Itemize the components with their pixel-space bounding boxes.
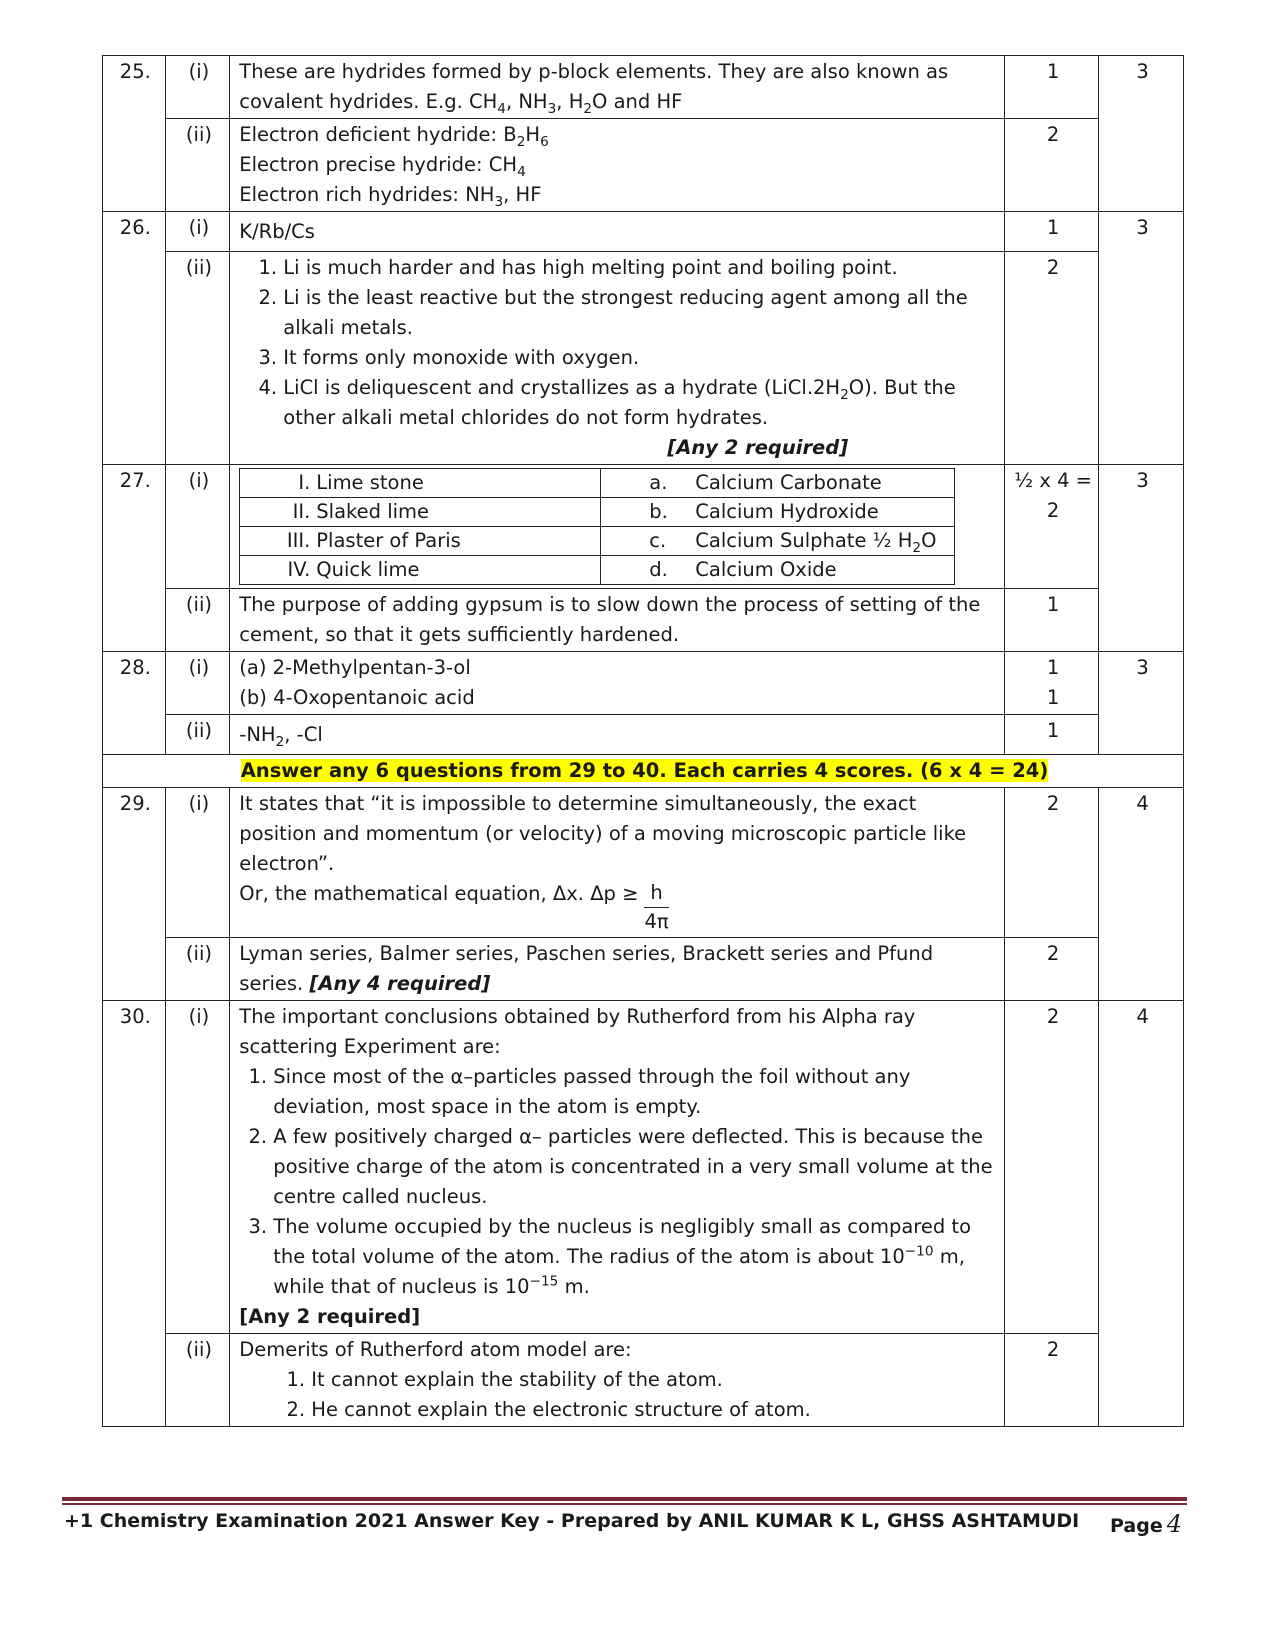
q30-list — [239, 1062, 998, 1302]
q26-part-ii-label: (ii) — [165, 252, 230, 465]
q28-part-ii-answer: $-NH_2$, -Cl — [230, 715, 1005, 755]
q28-total-score: 3 — [1099, 652, 1184, 755]
q30-part-i-label: (i) — [165, 1001, 230, 1334]
list-item: 2. Li is the least reactive but the strongest reducing agent among all the alkali metals. — [283, 283, 998, 343]
q29-part-ii-label: (ii) — [165, 938, 230, 1001]
list-item: 1. It cannot explain the stability of the atom. — [311, 1365, 998, 1395]
q27-part-ii-row — [103, 589, 1184, 652]
q28-number: 28. — [103, 652, 166, 755]
footer-rule — [62, 1497, 1187, 1501]
q26-required-note: [Any 2 required] — [667, 436, 849, 459]
q27-part-ii-answer: The purpose of adding gypsum is to slow down the process of setting of the cement, so that it gets sufficiently hardened. — [230, 589, 1005, 652]
q27-part-i-score: ½ x 4 = 2 — [1005, 465, 1099, 589]
q28-part-i-label: (i) — [165, 652, 230, 715]
list-item: 1. Li is much harder and has high melting point and boiling point. — [283, 253, 998, 283]
footer-rule-thin — [62, 1503, 1187, 1505]
q26-part-ii-answer — [230, 252, 1005, 465]
q27-part-ii-score: 1 — [1005, 589, 1099, 652]
q28-part-i-answer: (a) 2-Methylpentan-3-ol (b) 4-Oxopentanoic acid — [230, 652, 1005, 715]
answer-table — [102, 55, 1184, 1427]
q30-part-ii-answer: Demerits of Rutherford atom model are: 1. It cannot explain the stability of the atom. 2. He cannot explain the electronic structure of atom. — [230, 1334, 1005, 1427]
q30-part-i-score: 2 — [1005, 1001, 1099, 1334]
table-row: III. Plaster of Paris c. Calcium Sulphate ½ $H_2O$ — [240, 527, 955, 556]
q27-total-score: 3 — [1099, 465, 1184, 652]
q30-part-i-row — [103, 1001, 1184, 1334]
q29-part-ii-row — [103, 938, 1184, 1001]
q29-part-ii-answer: Lyman series, Balmer series, Paschen series, Brackett series and Pfund series. [Any 4 required] — [230, 938, 1005, 1001]
q29-total-score: 4 — [1099, 788, 1184, 1001]
q26-part-ii-score: 2 — [1005, 252, 1099, 465]
q30-part-ii-label: (ii) — [165, 1334, 230, 1427]
q25-part-i-score: 1 — [1005, 56, 1099, 119]
q30-part-ii-row — [103, 1334, 1184, 1427]
q26-part-ii-row — [103, 252, 1184, 465]
list-item: 4. LiCl is deliquescent and crystallizes as a hydrate $(LiCl.2H_2O)$. But the other alkali metal chlorides do not form hydrates. — [283, 373, 998, 433]
q26-number: 26. — [103, 212, 166, 465]
q29-part-i-answer: It states that “it is impossible to determine simultaneously, the exact position and momentum (or velocity) of a moving microscopic particle like electron”. Or, the mathematical equation, Δx. Δp ≥ $\frac{h}{4\pi}$ — [230, 788, 1005, 938]
q28-part-ii-label: (ii) — [165, 715, 230, 755]
section-banner-row — [103, 755, 1184, 788]
q25-part-i-row — [103, 56, 1184, 119]
q30-number: 30. — [103, 1001, 166, 1427]
q25-part-ii-label: (ii) — [165, 119, 230, 212]
q27-part-i-row — [103, 465, 1184, 589]
q25-part-i-label: (i) — [165, 56, 230, 119]
q28-part-i-row — [103, 652, 1184, 715]
q25-total-score: 3 — [1099, 56, 1184, 212]
table-row: II. Slaked lime b. Calcium Hydroxide — [240, 498, 955, 527]
q26-part-i-label: (i) — [165, 212, 230, 252]
q28-part-ii-row — [103, 715, 1184, 755]
list-item: 1. Since most of the α–particles passed through the foil without any deviation, most space in the atom is empty. — [273, 1062, 998, 1122]
list-item: 2. A few positively charged α– particles were deflected. This is because the positive charge of the atom is concentrated in a very small volume at the centre called nucleus. — [273, 1122, 998, 1212]
q30-total-score: 4 — [1099, 1001, 1184, 1427]
q29-part-i-score: 2 — [1005, 788, 1099, 938]
q29-number: 29. — [103, 788, 166, 1001]
q26-part-i-score: 1 — [1005, 212, 1099, 252]
q26-part-i-answer: K/Rb/Cs — [230, 212, 1005, 252]
q25-part-i-answer: These are hydrides formed by p-block elements. They are also known as covalent hydrides. E.g. $CH_4$, $NH_3$, $H_2O$ and HF — [230, 56, 1005, 119]
q25-part-ii-row — [103, 119, 1184, 212]
match-table — [239, 468, 955, 585]
list-item: 3. The volume occupied by the nucleus is negligibly small as compared to the total volume of the atom. The radius of the atom is about $10^{-10}$ m, while that of nucleus is $10^{-15}$ m. — [273, 1212, 998, 1302]
q29-part-i-row — [103, 788, 1184, 938]
table-row: I. Lime stone a. Calcium Carbonate — [240, 469, 955, 498]
q26-part-i-row — [103, 212, 1184, 252]
table-row: IV. Quick lime d. Calcium Oxide — [240, 556, 955, 585]
q25-part-ii-answer: Electron deficient hydride: $B_2H_6$ Electron precise hydride: $CH_4$ Electron rich hydrides: $NH_3$, HF — [230, 119, 1005, 212]
q29-part-ii-score: 2 — [1005, 938, 1099, 1001]
list-item: 2. He cannot explain the electronic structure of atom. — [311, 1395, 998, 1425]
q28-part-ii-score: 1 — [1005, 715, 1099, 755]
q30-demerits-list — [239, 1365, 998, 1425]
q27-part-i-answer — [230, 465, 1005, 589]
q28-part-i-score: 1 1 — [1005, 652, 1099, 715]
q25-number: 25. — [103, 56, 166, 212]
fraction: $\frac{h}{4\pi}$ — [644, 881, 669, 933]
q29-part-i-label: (i) — [165, 788, 230, 938]
q25-part-ii-score: 2 — [1005, 119, 1099, 212]
section-banner: Answer any 6 questions from 29 to 40. Each carries 4 scores. (6 x 4 = 24) — [103, 755, 1184, 788]
page-number: Page 4 — [1110, 1510, 1183, 1538]
q27-number: 27. — [103, 465, 166, 652]
q26-list — [239, 253, 998, 433]
q30-part-ii-score: 2 — [1005, 1334, 1099, 1427]
list-item: 3. It forms only monoxide with oxygen. — [283, 343, 998, 373]
q27-part-i-label: (i) — [165, 465, 230, 589]
q26-total-score: 3 — [1099, 212, 1184, 465]
q27-part-ii-label: (ii) — [165, 589, 230, 652]
footer-title: +1 Chemistry Examination 2021 Answer Key - Prepared by ANIL KUMAR K L, GHSS ASHTAMUDI — [64, 1510, 1080, 1532]
q30-required-note: [Any 2 required] — [239, 1305, 421, 1328]
q30-part-i-answer: The important conclusions obtained by Rutherford from his Alpha ray scattering Experiment are: 1. Since most of the α–particles passed through the foil without any deviation, most space in the atom is empty. 2. A few positively charged α– particles were deflected. This is because the positive charge of the atom is concentrated in a very small volume at the centre called nucleus. 3. The volume occupied by the nucleus is negligibly small as compared to the total volume of the atom. The radius of the atom is about $10^{-10}$ m, while that of nucleus is $10^{-15}$ m. [Any 2 required] — [230, 1001, 1005, 1334]
